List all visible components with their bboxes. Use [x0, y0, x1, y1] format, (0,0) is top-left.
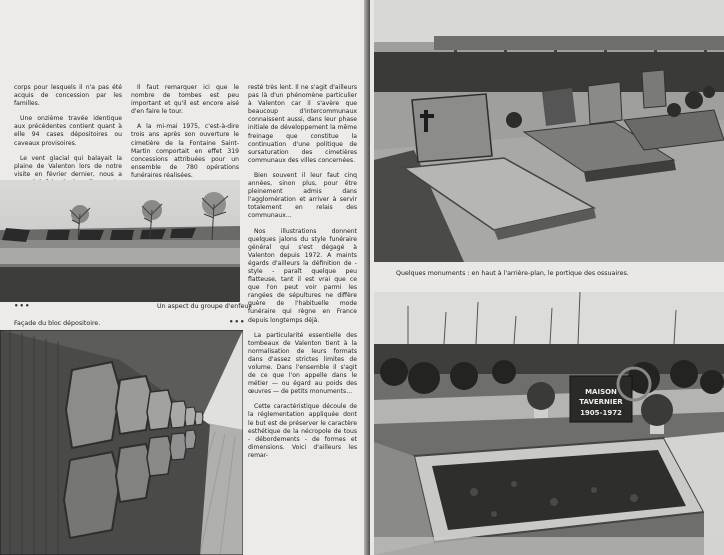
- plaque-line-1: MAISON: [585, 388, 617, 396]
- photo-facade-depositoire: [0, 330, 243, 555]
- separator-dots: •••: [229, 318, 246, 326]
- paragraph: resté très lent. Il ne s'agit d'ailleurs pas là d'un phénomène particulier à Valenton car il s'avère que beaucoup d'intercommunaux connaissent aussi, dans leur phase initiale de développement la même freinage que constitue la continuation d'une politique de sursaturation des cimetières communaux des villes concernées.: [248, 84, 357, 164]
- caption-group-enfeux: Un aspect du groupe d'enfeux: [157, 303, 253, 310]
- paragraph: Il faut remarquer ici que le nombre de tombes est peu important et qu'il est encore aisé d'en faire le tour.: [131, 84, 239, 116]
- paragraph: A la mi-mai 1975, c'est-à-dire trois ans après son ouverture le cimetière de la Fontaine Saint-Martin comportait en effet 319 concessions attribuées pour un ensemble de 780 opérations funéraires réalisées.: [131, 123, 239, 179]
- plaque-line-3: 1905-1972: [580, 409, 622, 417]
- paragraph: Une onzième travée identique aux précédentes contient quant à elle 94 cases dépositoires ou caveaux provisoires.: [14, 115, 122, 147]
- photo-tomb-flowers: [374, 292, 724, 555]
- paragraph: Nos illustrations donnent quelques jalons du style funéraire général qui s'est dégagé à Valenton depuis 1972. A maints égards d'ailleurs la définition de - style - paraît quelque peu flatteuse, tant il est vrai que ce que l'on peut voir parmi les rangées de sépultures ne diffère guère de l'habituelle mode funéraire qui règne en France depuis longtemps déjà.: [248, 227, 357, 324]
- paragraph: corps pour lesquels il n'a pas été acquis de concession par les familles.: [14, 84, 122, 108]
- plaque-line-2: TAVERNIER: [579, 398, 623, 406]
- caption-monuments: Quelques monuments : en haut à l'arrière-plan, le portique des ossuaires.: [396, 270, 629, 277]
- paragraph: Le vent glacial qui balayait la plaine de Valenton lors de notre visite en février dernier, nous a: [14, 154, 122, 178]
- right-page: [370, 0, 724, 555]
- paragraph: Cette caractéristique découle de la réglementation appliquée dont le but est de préserver le caractère esthétique de la nécropole de tous - débordements - de formes et dimensions. Voici d'ailleurs les remar-: [248, 403, 357, 459]
- paragraph: Bien souvent il leur faut cinq années, sinon plus, pour être pleinement admis dans l'agglomération et arriver à servir totalement en relais des communaux...: [248, 171, 357, 220]
- caption-facade: Façade du bloc dépositoire.: [14, 320, 101, 327]
- photo-enfeux-landscape: [0, 180, 240, 302]
- photo-monuments-portique: [374, 0, 724, 262]
- separator-dots: •••: [14, 302, 31, 310]
- paragraph: La particularité essentielle des tombeaux de Valenton tient à la normalisation de leurs formats dans d'assez strictes limites de volume. Dans l'ensemble il s'agit de ce que l'on appelle dans le métier — ou égard au poids des œuvres — de petits monuments...: [248, 331, 357, 396]
- text-column-3: [248, 84, 357, 467]
